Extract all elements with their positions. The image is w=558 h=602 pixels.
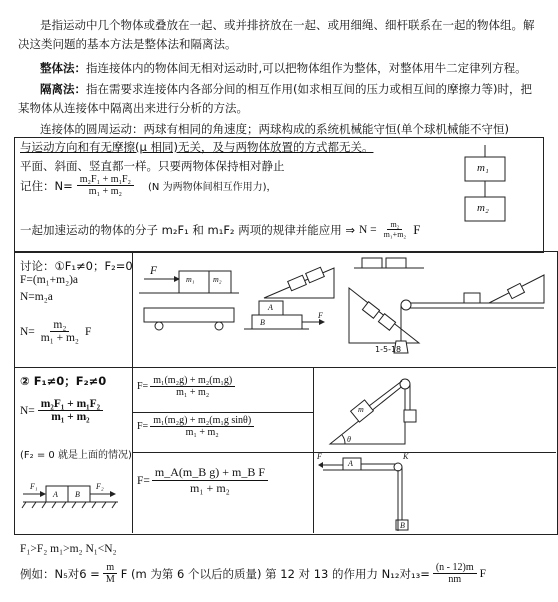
pic-block-B: B xyxy=(400,521,405,530)
box-line-2: 平面、斜面、竖直都一样。只要两物体保持相对静止 xyxy=(20,159,285,173)
footer-relation: F₁>F₂ m₁>m₂ N₁<N₂ xyxy=(20,543,117,555)
incline-pulley-figure xyxy=(325,372,425,450)
footer-example: 例如：N₅对6 = $\frac{m}{M}$ F (m 为第 6 个以后的质量) 第 12 对 13 的作用力 N₁₂对₁₃= $\frac{(n - 12)m}{nm}$ F xyxy=(20,562,487,585)
case1-figures xyxy=(134,253,554,365)
intro-paragraph xyxy=(18,16,543,54)
box-line-1: 与运动方向和有无摩擦(μ 相同)无关，及与两物体放置的方式都无关。 xyxy=(20,140,374,154)
box-line-4: 一起加速运动的物体的分子 m₂F₁ 和 m₁F₂ 两项的规律并能应用 ⇒ N = $\frac{\text{m₂}}{\text{m₁+m₂}}$ F xyxy=(20,220,421,239)
whole-method-text: 指连接体内的物体间无相对运动时,可以把物体组作为整体，对整体用牛二定律列方程。 xyxy=(86,61,527,75)
case2-fig-F2: F₂ xyxy=(96,482,104,491)
whole-method-paragraph xyxy=(18,59,543,78)
isolate-method-text: 指在需要求连接体内各部分间的相互作用(如求相互间的压力或相互间的摩擦力等)时，把某物体从连接体中隔离出来进行分析的方法。 xyxy=(18,82,532,115)
isolate-method-paragraph xyxy=(18,80,543,118)
fig-block-B: B xyxy=(260,318,265,327)
formula-vertical: F= $\frac{\text{m₁(m₂g) + m₂(m₁g)}}{\text{m₁ + m₂}}$ xyxy=(137,375,235,398)
formula-incline: F= $\frac{\text{m₁(m₂g) + m₂(m₁g sinθ)}}{\text{m₁ + m₂}}$ xyxy=(137,415,254,438)
case2-fig-F1: F₁ xyxy=(30,482,38,491)
case2-condition: ② F₁≠0；F₂≠0 xyxy=(20,374,107,388)
isolate-method-label: 隔离法： xyxy=(40,82,86,96)
fig-block-m2: m₂ xyxy=(213,275,222,284)
box-line-3: 记住：N= $\frac{\text{m₂F₁ + m₁F₂}}{\text{m₁ + m₂}}$ (N 为两物体间相互作用力)， xyxy=(20,174,277,197)
block-m2-label: m₂ xyxy=(477,202,489,214)
block-m1-label: m₁ xyxy=(477,162,489,174)
fig-block-A: A xyxy=(268,303,273,312)
case1-total-force: F=(m₁+m₂)a xyxy=(20,274,79,286)
formula-pulley: F= $\frac{\text{m\_A(m\_B g) + m\_B F}}{\text{m₁ + m₂}}$ xyxy=(137,465,268,496)
fig-force-F: F xyxy=(150,265,158,277)
fig-number: 1-5-18 xyxy=(375,345,402,354)
case1-condition: 讨论：①F₁≠0；F₂=0 xyxy=(20,259,133,273)
hanging-blocks-figure xyxy=(455,145,515,235)
case2-fig-A: A xyxy=(53,490,58,499)
case1-n-ma: N=m₂a xyxy=(20,291,53,303)
case2-n-formula: N= $\frac{\text{m₂F₁ + m₁F₂}}{\text{m₁ + m₂}}$ xyxy=(20,398,103,423)
pic-force-F: F xyxy=(317,452,322,461)
fig-force-F2: F xyxy=(318,311,323,320)
pic-pulley-K: K xyxy=(403,452,409,461)
circular-motion-line: 连接体的圆周运动：两球有相同的角速度；两球构成的系统机械能守恒(单个球机械能不守恒) xyxy=(40,122,509,136)
case1-n-formula: N= $\frac{\text{m₂}}{\text{m₁ + m₂}}$ F xyxy=(20,319,92,344)
case2-note: (F₂ = 0 就是上面的情况) xyxy=(20,450,132,461)
whole-method-label: 整体法： xyxy=(40,61,86,75)
pic-theta: θ xyxy=(347,435,351,444)
n-formula: $\frac{\text{m₂F₁ + m₁F₂}}{\text{m₁ + m₂}}$ xyxy=(77,174,134,197)
intro-definition: 是指运动中几个物体或叠放在一起、或并排挤放在一起、或用细绳、细杆联系在一起的物体组。解决这类问题的基本方法是整体法和隔离法。 xyxy=(18,18,535,51)
fig-block-m1: m₁ xyxy=(186,275,195,284)
case2-fig-B: B xyxy=(75,490,80,499)
pic-mass-m: m xyxy=(358,405,364,414)
pic-block-A: A xyxy=(348,459,353,468)
